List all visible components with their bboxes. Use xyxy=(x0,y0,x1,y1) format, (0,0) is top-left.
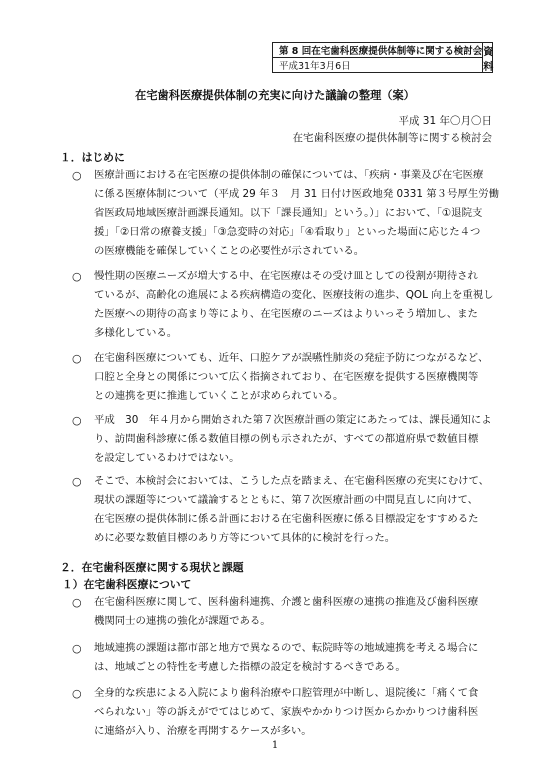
stamp-document-label: 資料 xyxy=(483,46,494,73)
paragraph-line: 省医政局地域医療計画課長通知。以下「課長通知」という。）」において、「①退院支 xyxy=(94,207,483,219)
section-2-paragraph xyxy=(72,684,504,741)
paragraph-text xyxy=(94,267,504,343)
paragraph-line: た医療への期待の高まり等により、在宅医療のニーズはよりいっそう増加し、また xyxy=(94,308,478,320)
paragraph-text xyxy=(94,472,504,548)
paragraph-line: との連携を更に推進していくことが求められている。 xyxy=(94,390,344,402)
paragraph-line: ているが、高齢化の進展による疾病構造の変化、医療技術の進歩、QOL 向上を重視し xyxy=(94,289,494,301)
section-1-heading: １．はじめに xyxy=(60,151,125,164)
paragraph-line: 地域連携の課題は都市部と地方で異なるので、転院時等の地域連携を考える場合に xyxy=(94,642,479,654)
paragraph-text xyxy=(94,639,504,677)
paragraph-line: の医療機能を確保していくことの必要性が示されている。 xyxy=(94,245,365,257)
section-2-paragraph xyxy=(72,593,504,631)
document-date: 平成 31 年〇月〇日 xyxy=(398,115,492,127)
bullet-icon: ○ xyxy=(72,414,82,427)
section-1-paragraph xyxy=(72,349,504,406)
paragraph-line: 在宅歯科医療に関して、医科歯科連携、介護と歯科医療の連携の推進及び歯科医療 xyxy=(94,596,479,608)
paragraph-line: り、訪問歯科診療に係る数値目標の例も示されたが、すべての都道府県で数値目標 xyxy=(94,433,479,445)
paragraph-line: 現状の課題等について議論するとともに、第７次医療計画の中間見直しに向けて、 xyxy=(94,494,479,506)
page-number: 1 xyxy=(271,740,279,751)
bullet-icon: ○ xyxy=(72,352,82,365)
document-title: 在宅歯科医療提供体制の充実に向けた議論の整理（案） xyxy=(135,89,415,102)
paragraph-line: 口腔と全身との関係について広く指摘されており、在宅医療を提供する医療機関等 xyxy=(94,371,479,383)
paragraph-line: を設定しているわけではない。 xyxy=(94,452,240,464)
stamp-meeting-name: 第 8 回在宅歯科医療提供体制等に関する検討会 xyxy=(273,43,482,58)
paragraph-line: 医療計画における在宅医療の提供体制の確保については、「疾病・事業及び在宅医療 xyxy=(94,169,484,181)
document-organization: 在宅歯科医療の提供体制等に関する検討会 xyxy=(292,132,492,144)
paragraph-text xyxy=(94,349,504,406)
bullet-icon: ○ xyxy=(72,169,82,182)
document-stamp xyxy=(272,42,493,73)
section-2-paragraph xyxy=(72,639,504,677)
paragraph-line: に係る医療体制について（平成 29 年３ 月 31 日付け医政地発 0331 第３号厚生労働 xyxy=(94,188,499,200)
paragraph-line: 援」「②日常の療養支援」「③急変時の対応」「④看取り」といった場面に応じた４つ xyxy=(94,226,481,238)
bullet-icon: ○ xyxy=(72,642,82,655)
paragraph-text xyxy=(94,684,504,741)
bullet-icon: ○ xyxy=(72,596,82,609)
paragraph-line: べられない」等の訴えがでてはじめて、家族やかかりつけ医からかかりつけ歯科医 xyxy=(94,706,479,718)
paragraph-line: 平成 30 年４月から開始された第７次医療計画の策定にあたっては、課長通知によ xyxy=(94,414,492,426)
paragraph-line: 全身的な疾患による入院により歯科治療や口腔管理が中断し、退院後に「痛くて食 xyxy=(94,687,479,699)
paragraph-line: は、地域ごとの特性を考慮した指標の設定を検討するべきである。 xyxy=(94,661,406,673)
stamp-date: 平成31年3月6日 xyxy=(279,61,351,72)
section-2-heading: ２．在宅歯科医療に関する現状と課題 xyxy=(60,561,244,574)
bullet-icon: ○ xyxy=(72,475,82,488)
section-1-paragraph xyxy=(72,411,504,468)
stamp-main xyxy=(273,43,483,72)
paragraph-line: 多様化している。 xyxy=(94,327,178,339)
section-1-paragraph xyxy=(72,472,504,548)
paragraph-text xyxy=(94,411,504,468)
paragraph-line: に連絡が入り、治療を再開するケースが多い。 xyxy=(94,725,312,737)
paragraph-line: 機関同士の連携の強化が課題である。 xyxy=(94,615,271,627)
paragraph-line: 慢性期の医療ニーズが増大する中、在宅医療はその受け皿としての役割が期待され xyxy=(94,270,478,282)
paragraph-line: 在宅医療の提供体制に係る計画における在宅歯科医療に係る目標設定をすすめるた xyxy=(94,513,479,525)
paragraph-text xyxy=(94,593,504,631)
paragraph-line: めに必要な数値目標のあり方等について具体的に検討を行った。 xyxy=(94,532,396,544)
bullet-icon: ○ xyxy=(72,687,82,700)
paragraph-line: そこで、本検討会においては、こうした点を踏まえ、在宅歯科医療の充実にむけて、 xyxy=(94,475,490,487)
section-1-paragraph xyxy=(72,267,504,343)
paragraph-text xyxy=(94,166,504,261)
section-2-subheading: １）在宅歯科医療について xyxy=(62,578,192,591)
section-1-paragraph xyxy=(72,166,504,261)
paragraph-line: 在宅歯科医療についても、近年、口腔ケアが誤嚥性肺炎の発症予防につながるなど、 xyxy=(94,352,489,364)
bullet-icon: ○ xyxy=(72,270,82,283)
